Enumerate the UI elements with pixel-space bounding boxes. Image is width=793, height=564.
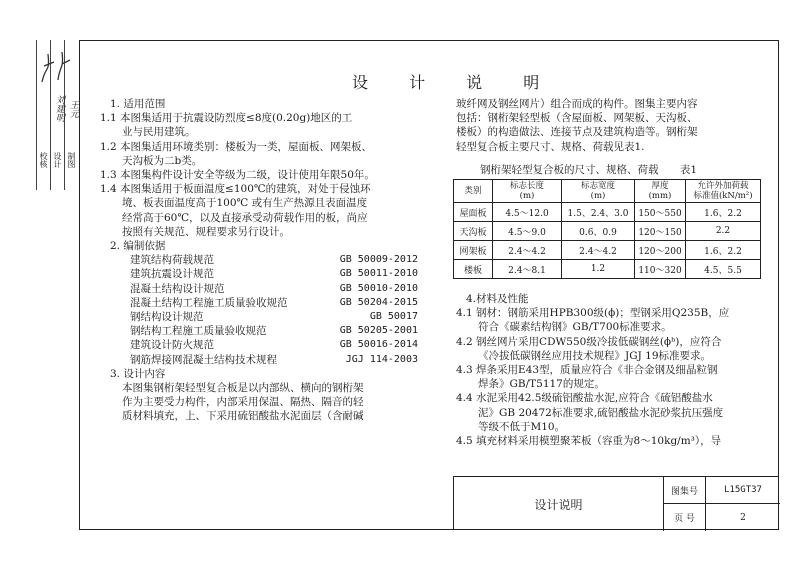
table-cell: 楼板 [454, 260, 493, 279]
text-line: 符合《碳素结构钢》GB/T700标准要求。 [478, 321, 672, 334]
norm-row [100, 282, 418, 296]
text-line: 业与民用建筑。 [122, 126, 196, 139]
norm-row [100, 267, 418, 281]
table-cell: 1.6、2.2 [686, 241, 761, 260]
role-check: 校核 [39, 152, 48, 168]
text-line: 4.4 水泥采用42.5级硫铝酸盐水泥,应符合《硫铝酸盐水 [456, 392, 713, 405]
text-line: 1.3 本图集构件设计安全等级为二级，设计使用年限50年。 [100, 169, 375, 182]
table-cell: 网架板 [454, 241, 493, 260]
table-cell: 1.5、2.4、3.0 [562, 203, 635, 222]
norm-code: GB 50204-2015 [339, 296, 418, 308]
norm-code: GB 50011-2010 [339, 268, 418, 280]
norm-name: 建筑设计防火规范 [130, 339, 214, 352]
text-line: 焊条》GB/T5117的规定。 [478, 378, 605, 391]
norm-code: GB 50205-2001 [339, 325, 418, 337]
table-header-cell: 标志宽度 (m) [562, 180, 635, 203]
text-line: 1.4 本图集适用于板面温度≤100℃的建筑，对处于侵蚀环 [100, 183, 371, 196]
text-line: 境、板表面温度高于100℃ 或有生产热源且表面温度 [122, 197, 368, 210]
left-column [100, 97, 418, 424]
signer-name-2: 王元 [68, 100, 78, 118]
table-cell: 天沟板 [454, 222, 493, 241]
table-cell: 屋面板 [454, 203, 493, 222]
norm-code: JGJ 114-2003 [345, 353, 418, 365]
norm-name: 钢结构设计规范 [130, 311, 204, 324]
text-line: 泥》GB 20472标准要求,硫铝酸盐水泥砂浆抗压强度 [478, 406, 724, 419]
text-line: 天沟板为二b类。 [122, 154, 203, 167]
norm-row [100, 324, 418, 338]
text-line: 本图集钢桁架轻型复合板是以内部纵、横向的钢桁架 [122, 382, 364, 395]
table-cell: 2.4～4.2 [493, 241, 562, 260]
atlas-label: 图集号 [664, 477, 706, 504]
norm-name: 建筑抗震设计规范 [130, 268, 214, 281]
role-draw: 制图 [67, 152, 76, 168]
table-cell: 2.4～8.1 [493, 260, 562, 279]
text-line: 1. 适用范围 [110, 98, 166, 110]
table-cell: 4.5～9.0 [493, 222, 562, 241]
norm-code: GB 50010-2010 [339, 282, 418, 294]
atlas-number: L15GT37 [706, 477, 780, 504]
table-cell: 120～150 [635, 222, 686, 241]
norm-row [100, 296, 418, 310]
norm-row [100, 253, 418, 267]
page-label: 页 号 [664, 504, 706, 531]
table-cell: 4.5～12.0 [493, 203, 562, 222]
signer-name-1: 刘建明 [54, 95, 64, 122]
text-line: 包括：钢桁架轻型板（含屋面板、网架板、天沟板、 [456, 112, 698, 125]
norm-code: GB 50009-2012 [339, 254, 418, 266]
norm-code: GB 50017 [369, 311, 418, 323]
table-row [454, 241, 761, 260]
text-line: 4.3 焊条采用E43型，质量应符合《非合金钢及细晶粒钢 [456, 364, 718, 377]
table-cell: 1.6、2.2 [686, 203, 761, 222]
table-row [454, 260, 761, 279]
materials-section [456, 292, 772, 448]
text-line: 3. 设计内容 [110, 367, 166, 380]
table-caption-text: 钢桁架轻型复合板的尺寸、规格、荷载 [480, 164, 659, 176]
text-line: 1.2 本图集适用环境类别：楼板为一类，屋面板、网架板、 [100, 140, 373, 153]
handwritten-signature [36, 44, 76, 88]
text-line: 质材料填充，上、下采用硫铝酸盐水泥面层（含耐碱 [122, 410, 364, 423]
table-cell: 120～200 [635, 241, 686, 260]
norm-name: 混凝土结构工程施工质量验收规范 [130, 296, 288, 309]
page-number: 2 [740, 512, 746, 523]
table-header-cell: 允许外加荷载 标准值(kN/m²) [686, 180, 761, 203]
norm-name: 混凝土结构设计规范 [130, 282, 225, 295]
right-column [456, 97, 772, 154]
table-cell: 2.4～4.2 [562, 241, 635, 260]
text-line: 1.1 本图集适用于抗震设防烈度≤8度(0.20g)地区的工 [100, 112, 353, 125]
text-line: 楼板）的构造做法、连接节点及建筑构造等。钢桁架 [456, 126, 698, 139]
text-line: 玻纤网及钢丝网片）组合而成的构件。图集主要内容 [456, 98, 698, 110]
table-header-cell: 厚度 (mm) [635, 180, 686, 203]
table-cell: 2.2 [686, 222, 761, 241]
table-row [454, 222, 761, 241]
role-design: 设计 [53, 152, 62, 168]
table-header-cell: 类别 [454, 180, 493, 203]
table-cell: 0.6、0.9 [562, 222, 635, 241]
text-line: 2. 编制依据 [110, 240, 166, 253]
drawing-name: 设计说明 [454, 477, 664, 531]
norm-name: 建筑结构荷载规范 [130, 254, 214, 267]
text-line: 《冷拔低碳钢丝应用技术规程》JGJ 19标准要求。 [478, 349, 712, 362]
norm-code: GB 50016-2014 [339, 339, 418, 351]
text-line: 轻型复合板主要尺寸、规格、荷载见表1. [456, 140, 645, 153]
norm-row [100, 338, 418, 352]
text-line: 经常高于60℃，以及直接承受动荷载作用的板，尚应 [122, 211, 368, 224]
page-title: 设 计 说 明 [352, 73, 558, 92]
table-number: 表1 [679, 164, 698, 176]
table-cell: 4.5、5.5 [686, 260, 761, 279]
table-cell: 110～320 [635, 260, 686, 279]
norm-row [100, 310, 418, 324]
norm-row [100, 353, 418, 367]
text-line: 4.1 钢材：钢筋采用HPB300级(ϕ)；型钢采用Q235B，应 [456, 307, 730, 320]
norm-name: 钢结构工程施工质量验收规范 [130, 325, 267, 338]
text-line: 等级不低于M10。 [478, 420, 566, 433]
text-line: 作为主要受力构件，内部采用保温、隔热、隔音的轻 [122, 396, 364, 409]
table-row [454, 203, 761, 222]
text-line: 4.5 填充材料采用模塑聚苯板（容重为8～10kg/m³），导 [456, 435, 722, 448]
spec-table [453, 179, 761, 279]
text-line: 按照有关规范、规程要求另行设计。 [122, 225, 290, 238]
text-line: 4.材料及性能 [466, 293, 529, 305]
table-header-cell: 标志长度 (m) [493, 180, 562, 203]
table-cell: 150～550 [635, 203, 686, 222]
table-caption [480, 162, 697, 177]
table-cell: 1.2 [562, 260, 635, 279]
norm-name: 钢筋焊接网混凝土结构技术规程 [130, 353, 277, 366]
title-block [453, 476, 779, 530]
text-line: 4.2 钢丝网片采用CDW550级冷拔低碳钢丝(ϕᵇ)，应符合 [456, 335, 722, 348]
